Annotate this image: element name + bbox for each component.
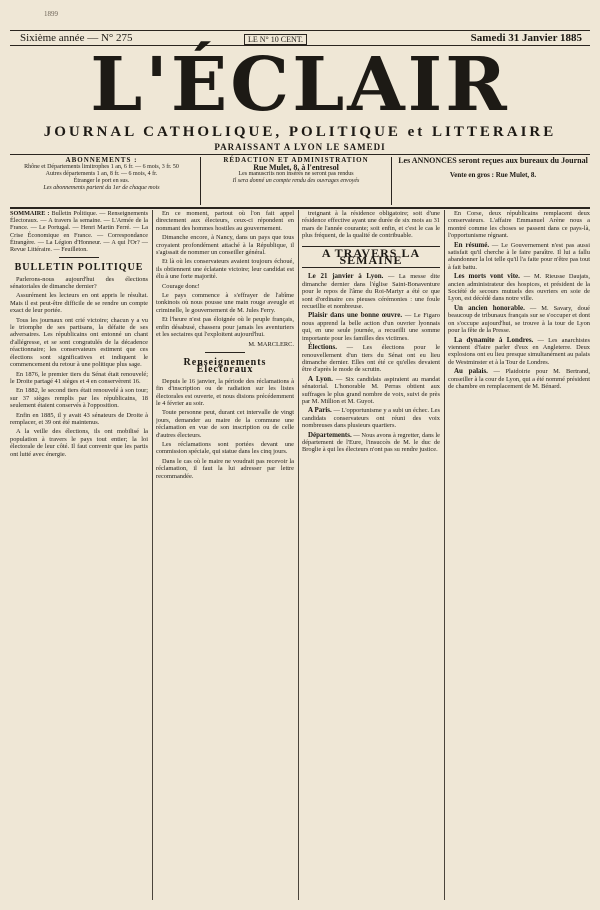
news-item-lead: Départements. <box>308 430 352 439</box>
news-item-text: — Les élections pour le renouvellement d'un tiers du Sénat ont eu lieu dimanche dernier. Elles ont été ce qu'elles devaient être d'après le mode de scrutin. <box>302 344 440 374</box>
article-paragraph: Parlerons-nous aujourd'hui des élections sénatoriales de dimanche dernier? <box>10 275 148 291</box>
article-paragraph: Courage donc! <box>162 282 200 290</box>
news-item-lead: Un ancien honorable. <box>454 303 525 312</box>
edition-number: Sixième année — N° 275 <box>20 32 133 44</box>
article-paragraph: Enfin en 1885, il y avait 43 sénateurs de Droite à remplacer, et 39 ont été maintenus. <box>10 411 148 426</box>
ads-box <box>398 157 588 179</box>
newspaper-page <box>10 4 590 904</box>
subscription-row: Autres départements 1 an, 8 fr. — 6 mois, 4 fr. <box>45 171 158 177</box>
article-paragraph: Et l'heure n'est pas éloignée où le peuple français, enfin désabusé, chassera pour jamais les aventuriers et les sectaires qui l'exploitent aujourd'hui. <box>156 316 294 339</box>
editorial-title: RÉDACTION ET ADMINISTRATION <box>223 156 369 164</box>
column-3 <box>302 210 440 900</box>
news-item-lead: Élections. <box>308 343 337 352</box>
news-item <box>302 344 440 374</box>
news-item-text: — Plaidoirie pour M. Bertrand, conseiller à la cour de Lyon, qui a été nommé président de chambre en remplacement de M. Bénard. <box>448 368 590 390</box>
news-item-lead: Le 21 janvier à Lyon. <box>308 272 384 281</box>
editorial-box <box>200 157 392 205</box>
article-paragraph: Le pays commence à s'effrayer de l'abîme tonkinois où nous pousse une main rouge aveugle et criminelle, le gouvernement de M. Jules Ferry. <box>156 292 294 314</box>
archive-reference: 1899 <box>44 10 58 18</box>
column-1 <box>10 210 148 900</box>
section-title-electoral: Renseignements Électoraux <box>183 356 267 376</box>
news-item-lead: A Lyon. <box>308 374 333 383</box>
divider <box>59 257 99 258</box>
subscription-row: Rhône et Départements limitrophes 1 an, 6 fr. — 6 mois, 3 fr. 50 <box>24 164 179 170</box>
article-paragraph: Et là où les conservateurs avaient toujours échoué, ils obtiennent une éclatante victoire; leur candidat est élu à une forte majorité. <box>156 258 294 281</box>
news-item <box>448 242 590 272</box>
summary-text: Bulletin Politique. — Renseignements Électoraux. — A travers la semaine. — L'Armée de la France. — Le Portugal. — Henri Martin Ferré. — La Crise Économique en France. — Correspondance Étrangère. — La Légion d'Honneur. — A qui l'Or? — Revue Littéraire. — Feuilleton. <box>10 210 148 254</box>
subscription-note: Les abonnements partent du 1er de chaque mois <box>43 185 160 191</box>
news-item-text: — Le Gouvernement n'est pas aussi satisfait qu'il cherche à le faire paraître. Il lui a fallu abandonner la loi telle qu'il l'a faite pour n'être pas tout à fait battu. <box>448 241 590 271</box>
editorial-note: Les manuscrits non insérés ne seront pas rendus <box>238 171 354 177</box>
news-item-lead: Au palais. <box>454 367 488 376</box>
news-item <box>302 432 440 454</box>
news-item-lead: Plaisir dans une bonne œuvre. <box>308 311 403 320</box>
article-paragraph: En 1876, le premier tiers du Sénat était renouvelé; le Droite partagé 41 sièges et 4 en conservèrent 16. <box>10 370 148 385</box>
news-item <box>448 337 590 367</box>
article-paragraph: Dans le cas où le maire ne voudrait pas recevoir la réclamation, il faut la lui adresser par lettre recommandée. <box>156 457 294 480</box>
article-paragraph: Depuis le 16 janvier, la période des réclamations à fin d'inscription ou de radiation sur les listes électorales est ouverte, et nous disions précédemment le 4 février au soir. <box>156 377 294 407</box>
ads-sale-note: Vente en gros : Rue Mulet, 8. <box>449 171 537 179</box>
news-item <box>302 273 440 310</box>
news-item-text: — M. Rieusse Daujats, ancien administrateur des hospices, et président de la Société de secours mutuels des ouvriers en soie de Lyon, est décédé dans notre ville. <box>448 273 590 303</box>
article-paragraph: En Corse, deux républicains remplacent deux conservateurs. L'affaire Emmanuel Arène nous a montré comme les choses se passent dans ce pays-là, l'opportunisme régnant. <box>448 210 590 240</box>
subscriptions-box <box>14 157 189 192</box>
masthead-title: L'ÉCLAIR <box>90 42 510 128</box>
news-item-text: — L'opportunisme y a subi un échec. Les candidats conservateurs ont réuni des voix nombreuses dans plusieurs quartiers. <box>302 407 440 430</box>
article-paragraph: En ce moment, partout où l'on fait appel directement aux électeurs, ceux-ci répondent en nommant des hommes hostiles au gouvernement. <box>156 210 294 232</box>
news-item <box>302 407 440 429</box>
info-box <box>10 154 590 209</box>
news-item <box>448 368 590 390</box>
article-paragraph: Toute personne peut, durant cet intervalle de vingt jours, demander au maire de la commune une réclamation en vue de son inscription ou de celle d'autres électeurs. <box>156 409 294 439</box>
subscription-row: Étranger le port en sus. <box>73 178 130 184</box>
news-item-text: — Six candidats aspiraient au mandat sénatorial. L'honorable M. Perras obtient aux suffrages le plus grand nombre de voix, suivi de près par M. Million et M. Guyot. <box>302 375 440 405</box>
news-item-lead: A Paris. <box>308 406 332 415</box>
news-item <box>448 273 590 303</box>
summary-label: SOMMAIRE : <box>10 210 50 217</box>
news-item <box>302 312 440 342</box>
article-paragraph: treignant à la résidence obligatoire; soit d'une résidence effective ayant une durée de six mois au 31 mars de l'année courante; soit enfin, et c'est le cas le plus fréquent, de la qualité de contribuable. <box>302 210 440 240</box>
article-paragraph: En 1882, le second tiers était renouvelé à son tour; sur 37 sièges remplis par les républicains, 18 seulement étaient conservés à l'opposition. <box>10 387 148 410</box>
article-paragraph: Assurément les lecteurs en ont appris le résultat. Mais il est peut-être difficile de se rendre un compte exact de leur portée. <box>10 292 148 315</box>
column-rule <box>152 210 153 900</box>
news-item-lead: La dynamite à Londres. <box>454 335 534 344</box>
article-signature: M. MARCLERC. <box>248 340 294 348</box>
news-item-text: — Nous avons à regretter, dans le département de l'Eure, l'insuccès de M. le duc de Broglie à qui les électeurs n'ont pas su rendre justice. <box>302 431 440 454</box>
subscriptions-title: ABONNEMENTS : <box>65 156 138 164</box>
news-item-text: — Le Figaro nous apprend la belle action d'un ouvrier lyonnais qui, en une seule journée, a recueilli une somme importante pour les familles des victimes. <box>302 312 440 342</box>
news-item-text: — Les anarchistes viennent d'faire parler d'eux en Angleterre. Deux explosions ont eu lieu presque simultanément au palais de Westminster et à la Tour de Londres. <box>448 336 590 366</box>
article-paragraph: Tous les journaux ont crié victoire; chacun y a vu le triomphe de ses partisans, la défaite de ses adversaires. Les républicains ont entonné un chant d'allégresse, et se sont congratulés de la décadence réactionnaire; les conservateurs estiment que ces élections sont significatives et indiquent le commencement du retour à une politique plus sage. <box>10 316 148 369</box>
news-item-text: — M. Savary, doué beaucoup de tribunaux français sur se s'occuper et dont on s'occupe aujourd'hui, se trouve à la tour de Lyon pour la fête de la Presse. <box>448 304 590 335</box>
masthead-subtitle: JOURNAL CATHOLIQUE, POLITIQUE et LITTERAIRE <box>43 124 557 140</box>
price-label: LE N° 10 CENT. <box>244 34 307 45</box>
column-2 <box>156 210 294 900</box>
news-item <box>302 376 440 406</box>
summary <box>10 210 148 253</box>
editorial-address: Rue Mulet, 8, à l'entresol <box>253 163 339 172</box>
divider <box>205 352 245 353</box>
section-title-bulletin: BULLETIN POLITIQUE <box>14 262 144 274</box>
article-paragraph: Dimanche encore, à Nancy, dans un pays que tous croyaient profondément attaché à la République, il s'agissait de nommer un conseiller général. <box>156 234 294 257</box>
section-title-week: A TRAVERS LA SEMAINE <box>302 246 440 269</box>
editorial-note: Il sera donné un compte rendu des ouvrages envoyés <box>232 178 360 184</box>
news-item-text: — La messe dite dimanche dernier dans l'église Saint-Bonaventure pour le repos de l'âme du Roi-Martyr a été ce que sont d'ordinaire ces pieuses cérémonies : une foule recueillie et nombreuse. <box>302 273 440 311</box>
news-item <box>448 305 590 335</box>
column-rule <box>444 210 445 900</box>
publication-tagline: PARAISSANT A LYON LE SAMEDI <box>214 142 386 152</box>
news-item-lead: Les morts vont vite. <box>454 272 520 281</box>
article-paragraph: A la veille des élections, ils ont mobilisé la population à travers le pays tout entier; la loi électorale de leur côté. Il faut convenir que les partis ont lutté avec énergie. <box>10 428 148 458</box>
column-rule <box>298 210 299 900</box>
column-4 <box>448 210 590 900</box>
ads-text: Les ANNONCES seront reçues aux bureaux du Journal <box>398 156 588 165</box>
article-paragraph: Les réclamations sont portées devant une commission spéciale, qui statue dans les cinq jours. <box>156 440 294 456</box>
news-item-lead: En résumé. <box>454 240 490 249</box>
issue-date: Samedi 31 Janvier 1885 <box>470 32 582 44</box>
